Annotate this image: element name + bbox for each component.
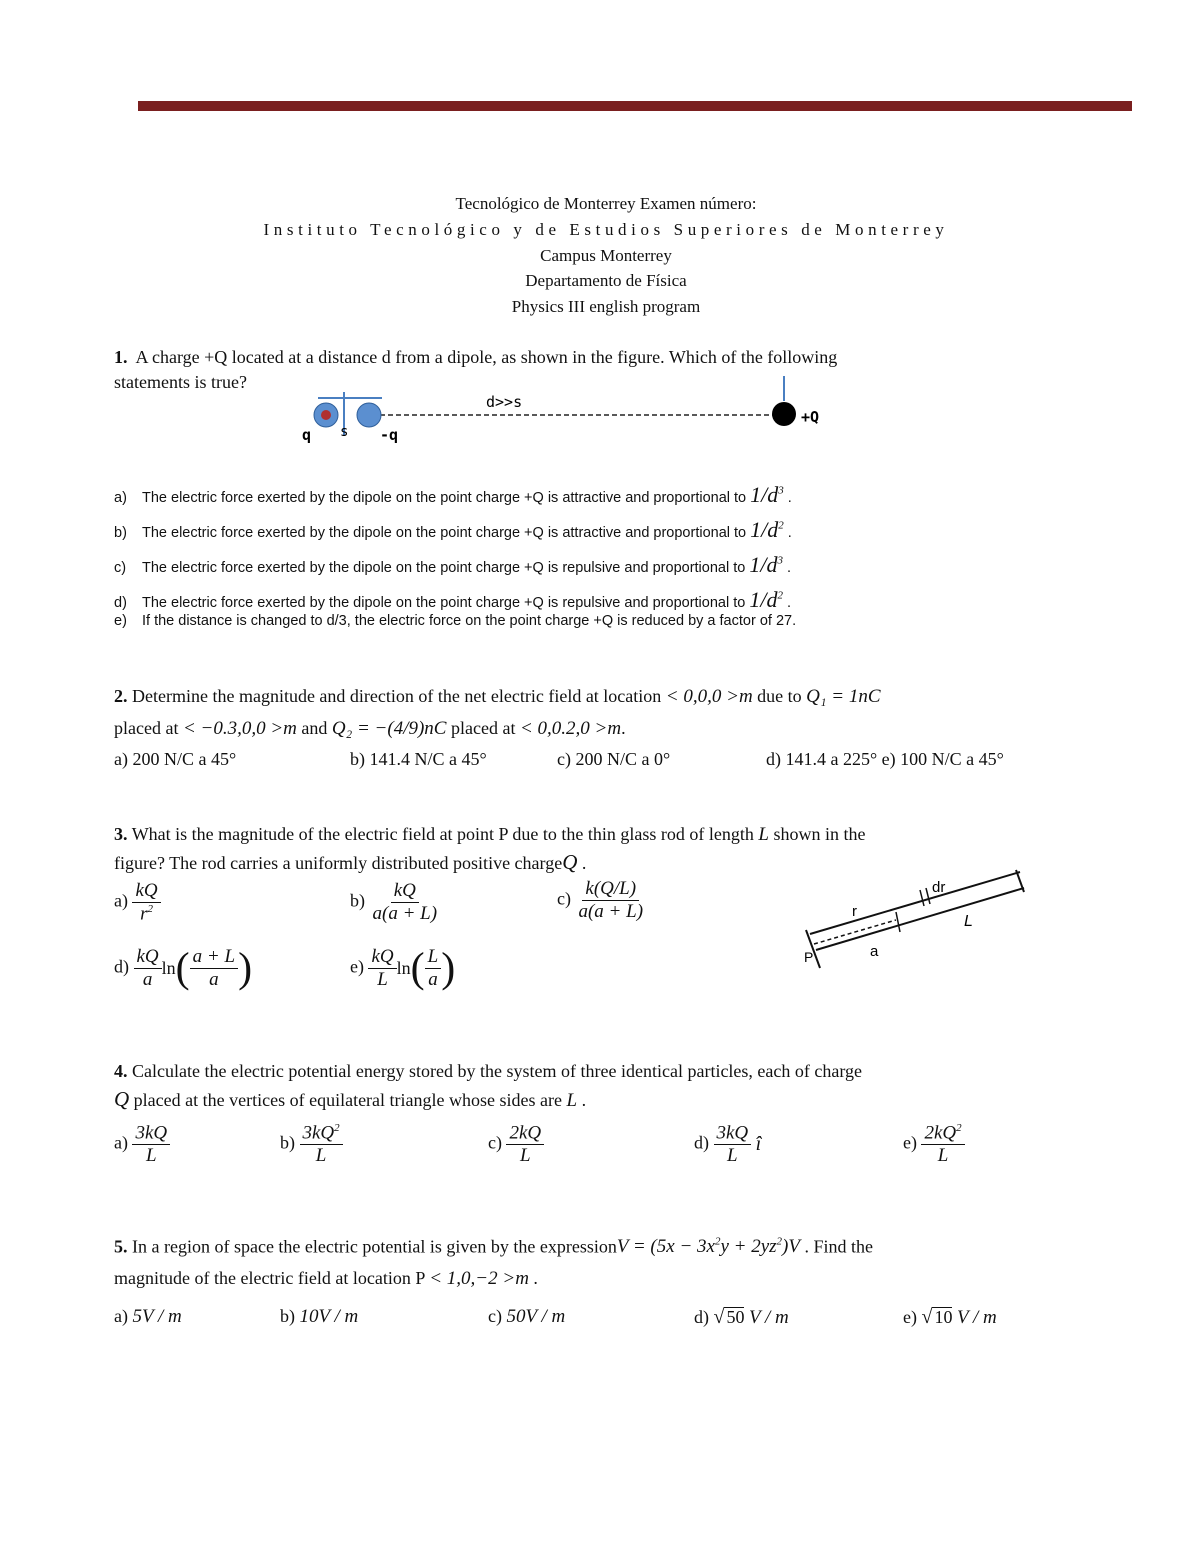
q1-dipole-figure: [296, 374, 846, 454]
q3-rod-figure: [796, 868, 1036, 978]
q3-option-b: b) $\frac{kQ}{a(a + L)}$: [350, 880, 438, 924]
q1-option-a: a) The electric force exerted by the dipole on the point charge +Q is attractive and proportional to $1/d^3$ .: [114, 482, 792, 507]
q5-option-d: d) √ 50 V / m: [694, 1306, 789, 1328]
header-line-3: Campus Monterrey: [540, 246, 672, 265]
q3-option-c: c) $\frac{k(Q/L)}{a(a + L)}$: [557, 878, 644, 922]
q4-option-c: c) $\frac{2kQ}{L}$: [488, 1122, 544, 1167]
dr-tick-2: [926, 888, 930, 904]
q3-option-d: d) $\frac{kQ}{a}$ ln( $\frac{a + L}{a}$ ): [114, 945, 253, 992]
q4-line-2: Q placed at the vertices of equilateral triangle whose sides are L .: [114, 1087, 587, 1111]
q1-option-c: c) The electric force exerted by the dipole on the point charge +Q is repulsive and proportional to $1/d^3$ .: [114, 552, 792, 577]
q5-option-c: c) 50V / m: [488, 1306, 566, 1327]
q1-option-d: d) The electric force exerted by the dipole on the point charge +Q is repulsive and proportional to $1/d^2$ .: [114, 587, 792, 612]
top-border-bar: [138, 101, 1132, 111]
rod-bottom-edge: [816, 888, 1024, 950]
label-r: r: [852, 903, 857, 920]
q4-option-e: e) $\frac{2kQ^2}{L}$: [903, 1122, 965, 1167]
dr-tick-1: [920, 890, 924, 906]
q3-number: 3.: [114, 824, 128, 844]
q2-number: 2.: [114, 686, 128, 706]
q1-option-b: b) The electric force exerted by the dipole on the point charge +Q is attractive and proportional to $1/d^2$ .: [114, 517, 792, 542]
q2-option-a: a) 200 N/C a 45°: [114, 749, 237, 769]
q3-option-a: a) $\frac{kQ}{r^2}$: [114, 880, 161, 925]
distance-a-dashed: [814, 920, 896, 944]
q2-line-2: placed at < −0.3,0,0 >m and Q₂ = −(4/9)nC placed at < 0,0.2,0 >m.: [114, 718, 626, 739]
q3-option-e: e) $\frac{kQ}{L}$ ln( $\frac{L}{a}$ ): [350, 945, 456, 992]
q5-line-2: magnitude of the electric field at location P < 1,0,−2 >m .: [114, 1268, 538, 1289]
q1-number: 1.: [114, 347, 128, 367]
label-neg-q: -q: [380, 426, 399, 444]
label-L: L: [964, 913, 973, 930]
q2-option-b: b) 141.4 N/C a 45°: [350, 749, 487, 769]
label-d-gg-s: d>>s: [486, 393, 523, 411]
q1-text-a: A charge +Q located at a distance d from a dipole, as shown in the figure. Which of the following: [135, 347, 838, 367]
q5-option-a: a) 5V / m: [114, 1306, 182, 1327]
q3-line-2: figure? The rod carries a uniformly distributed positive chargeQ .: [114, 850, 587, 874]
q3-line-1: 3. What is the magnitude of the electric field at point P due to the thin glass rod of length L shown in the: [114, 824, 866, 845]
q1-text: [114, 347, 837, 368]
q2-option-c: c) 200 N/C a 0°: [557, 749, 671, 769]
q5-option-e: e) √ 10 V / m: [903, 1306, 997, 1328]
q4-option-d: d) $\frac{3kQ}{L}$ î: [694, 1122, 762, 1167]
q5-option-b: b) 10V / m: [280, 1306, 359, 1327]
rod-top-edge: [810, 872, 1020, 934]
label-dr: dr: [932, 879, 946, 896]
q1-text-b: statements is true?: [114, 372, 247, 392]
header-line-4: Departamento de Física: [525, 271, 687, 290]
label-P: P: [804, 949, 814, 965]
label-plus-Q: +Q: [801, 408, 820, 426]
q2-line-1: 2. Determine the magnitude and direction of the net electric field at location < 0,0,0 >m due to Q₁ = 1nC: [114, 686, 881, 707]
q1-option-e: e) If the distance is changed to d/3, the electric force on the point charge +Q is reduced by a factor of 27.: [114, 613, 797, 629]
label-s: s: [340, 424, 349, 440]
q4-number: 4.: [114, 1061, 128, 1081]
q4-option-b: b) $\frac{3kQ^2}{L}$: [280, 1122, 343, 1167]
positive-charge-core: [321, 410, 331, 420]
header-line-5: Physics III english program: [511, 297, 701, 316]
q5-number: 5.: [114, 1236, 128, 1257]
negative-charge-q-icon: [357, 403, 381, 427]
q2-option-d-e: d) 141.4 a 225° e) 100 N/C a 45°: [766, 749, 1004, 769]
label-a: a: [870, 943, 879, 960]
label-q: q: [302, 426, 312, 444]
q4-line-1: 4. Calculate the electric potential energy stored by the system of three identical particles, each of charge: [114, 1061, 863, 1081]
header-line-1: Tecnológico de Monterrey Examen número:: [455, 194, 757, 213]
rod-start-tick: [896, 912, 900, 932]
charge-Q-icon: [772, 402, 796, 426]
q5-line-1: 5. In a region of space the electric potential is given by the expressionV = $(5x - 3x^2y + 2yz^2)V$ . Find the: [114, 1236, 873, 1258]
q4-option-a: a) $\frac{3kQ}{L}$: [114, 1122, 170, 1167]
header-line-2: Instituto Tecnológico y de Estudios Superiores de Monterrey: [263, 220, 949, 239]
